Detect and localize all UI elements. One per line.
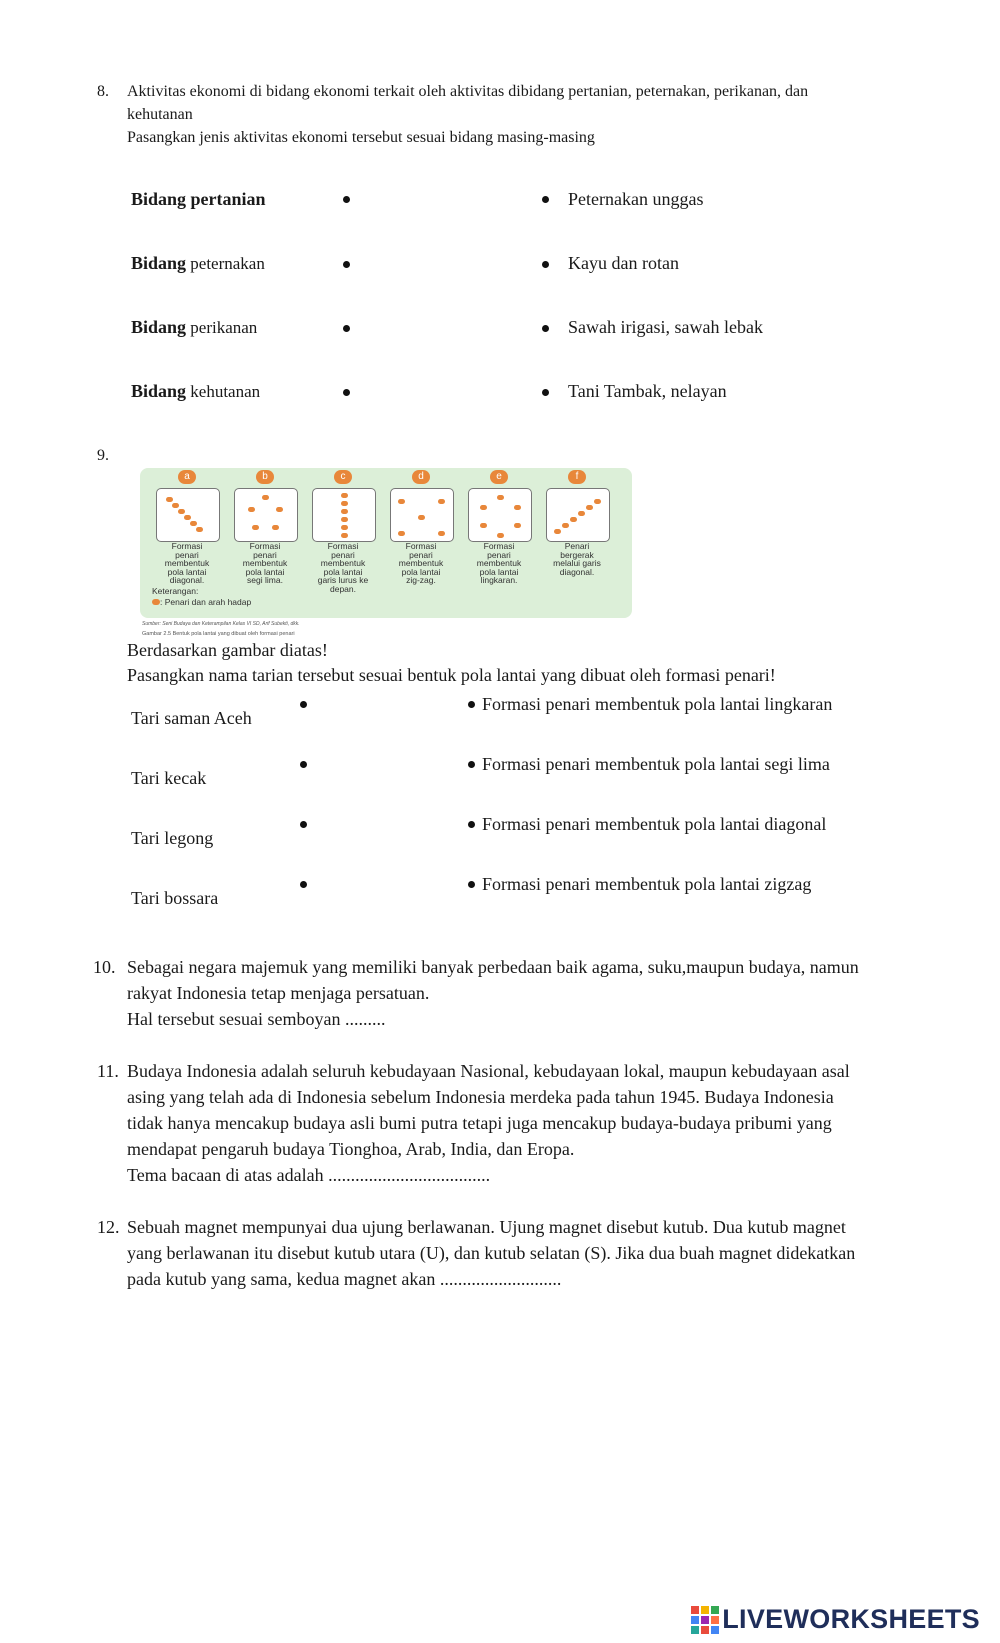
dancer-icon — [341, 493, 348, 498]
q9-left-connector-dot-1[interactable] — [300, 701, 307, 708]
q8-left-bold: Bidang — [131, 253, 187, 273]
formation-caption-line: depan. — [330, 583, 356, 594]
q8-left-bold: Bidang — [131, 381, 187, 401]
q9-left-item-3: Tari legong — [131, 828, 214, 848]
figure-caption: Gambar 2.5 Bentuk pola lantai yang dibuat oleh formasi penari — [142, 631, 295, 637]
formation-caption-line: pola lantai — [245, 566, 285, 577]
formation-caption-line: membentuk — [320, 558, 366, 568]
q11-line-2: asing yang telah ada di Indonesia sebelum Indonesia merdeka pada tahun 1945. Budaya Indonesia — [127, 1087, 834, 1107]
q9-left-item-4: Tari bossara — [131, 888, 219, 908]
formation-caption-line: Formasi — [249, 541, 281, 551]
q12-line-2: yang berlawanan itu disebut kutub utara (U), dan kutub selatan (S). Jika dua buah magnet didekatkan — [127, 1243, 856, 1263]
formation-cell-b — [228, 468, 302, 586]
formation-caption-line: pola lantai — [401, 566, 441, 577]
q9-left-connector-dot-3[interactable] — [300, 821, 307, 828]
formation-caption-line: Formasi — [483, 541, 515, 551]
formation-caption — [384, 542, 458, 585]
figure-keterangan: Keterangan: — [152, 586, 199, 596]
formation-diagram-box — [390, 488, 454, 542]
dancer-icon — [341, 517, 348, 522]
q8-left-connector-dot-2[interactable] — [343, 261, 350, 268]
dancer-icon — [178, 509, 185, 514]
q11-line-4: mendapat pengaruh budaya Tionghoa, Arab, India, dan Eropa. — [127, 1139, 575, 1159]
dancer-icon — [196, 527, 203, 532]
q9-left-item-1: Tari saman Aceh — [131, 708, 252, 728]
q8-text-line2: kehutanan — [127, 106, 193, 123]
dancer-icon — [514, 523, 521, 528]
dancer-icon — [184, 515, 191, 520]
dancer-icon — [497, 495, 504, 500]
formation-caption-line: diagonal. — [169, 575, 205, 585]
formation-cell-a — [150, 468, 224, 586]
dancer-icon — [166, 497, 173, 502]
dancer-icon — [276, 507, 283, 512]
q9-intro-line1: Berdasarkan gambar diatas! — [127, 640, 328, 660]
figure-source: Sumber: Seni Budaya dan Keterampilan Kelas VI SD, Arif Subekti, dkk. — [142, 621, 300, 627]
dancer-icon — [480, 523, 487, 528]
q9-left-connector-dot-4[interactable] — [300, 881, 307, 888]
formation-caption-line: segi lima. — [247, 575, 283, 585]
formation-caption — [540, 542, 614, 576]
formation-cell-e — [462, 468, 536, 586]
q8-left-bold: Bidang pertanian — [131, 189, 266, 209]
q8-right-connector-dot-1[interactable] — [542, 196, 549, 203]
dancer-icon — [341, 509, 348, 514]
dancer-icon — [438, 499, 445, 504]
q10-number: 10. — [93, 957, 116, 977]
q9-right-item-1: Formasi penari membentuk pola lantai lingkaran — [482, 694, 833, 714]
q8-right-item-4: Tani Tambak, nelayan — [568, 381, 727, 401]
formation-letter-badge: e — [490, 470, 508, 484]
q8-left-rest: kehutanan — [186, 382, 261, 401]
q10-line-3: Hal tersebut sesuai semboyan ......... — [127, 1009, 386, 1029]
dancer-icon — [341, 533, 348, 538]
dancer-icon — [272, 525, 279, 530]
formation-diagram-box — [468, 488, 532, 542]
dancer-icon — [554, 529, 561, 534]
q12-line-1: Sebuah magnet mempunyai dua ujung berlawanan. Ujung magnet disebut kutub. Dua kutub magnet — [127, 1217, 846, 1237]
q8-right-item-1: Peternakan unggas — [568, 189, 704, 209]
dancer-legend-icon — [152, 599, 160, 605]
formation-caption-line: lingkaran. — [480, 575, 518, 585]
q8-left-rest: perikanan — [186, 318, 258, 337]
dancer-icon — [262, 495, 269, 500]
dancer-icon — [514, 505, 521, 510]
formation-caption-line: penari — [175, 549, 199, 560]
formation-caption-line: melalui garis — [553, 558, 601, 568]
q11-line-3: tidak hanya mencakup budaya asli bumi putra tetapi juga mencakup budaya-budaya pribumi yang — [127, 1113, 832, 1133]
dancer-icon — [578, 511, 585, 516]
formation-diagram-box — [156, 488, 220, 542]
q8-right-item-2: Kayu dan rotan — [568, 253, 679, 273]
q11-line-5: Tema bacaan di atas adalah .................................... — [127, 1165, 491, 1185]
formation-letter-badge: a — [178, 470, 196, 484]
q8-text-line1: Aktivitas ekonomi di bidang ekonomi terkait oleh aktivitas dibidang pertanian, peternakan, perikanan, dan — [127, 83, 809, 100]
q9-right-item-4: Formasi penari membentuk pola lantai zigzag — [482, 874, 812, 894]
figure-legend — [152, 597, 251, 607]
formation-caption-line: bergerak — [560, 549, 594, 560]
q8-left-item-3 — [131, 314, 257, 341]
dancer-icon — [418, 515, 425, 520]
q10-line-2: rakyat Indonesia tetap menjaga persatuan. — [127, 983, 430, 1003]
q9-left-item-2: Tari kecak — [131, 768, 207, 788]
q8-right-connector-dot-3[interactable] — [542, 325, 549, 332]
q8-right-item-3: Sawah irigasi, sawah lebak — [568, 317, 763, 337]
formation-caption-line: pola lantai — [167, 566, 207, 577]
q9-right-connector-dot-1[interactable] — [468, 701, 475, 708]
dancer-icon — [586, 505, 593, 510]
dancer-icon — [252, 525, 259, 530]
q8-left-connector-dot-3[interactable] — [343, 325, 350, 332]
q9-number: 9. — [97, 447, 109, 464]
q8-right-connector-dot-2[interactable] — [542, 261, 549, 268]
formation-caption — [228, 542, 302, 585]
q8-left-item-4 — [131, 378, 260, 405]
formation-caption-line: membentuk — [398, 558, 444, 568]
dancer-icon — [562, 523, 569, 528]
formation-caption-line: membentuk — [164, 558, 210, 568]
formation-caption-line: diagonal. — [559, 566, 595, 577]
liveworksheets-logo — [691, 1604, 980, 1635]
formation-letter-badge: c — [334, 470, 352, 484]
q9-intro-line2: Pasangkan nama tarian tersebut sesuai bentuk pola lantai yang dibuat oleh formasi penari! — [127, 665, 776, 685]
dancer-icon — [570, 517, 577, 522]
formation-diagram-box — [546, 488, 610, 542]
q8-text-line3: Pasangkan jenis aktivitas ekonomi tersebut sesuai bidang masing-masing — [127, 129, 595, 146]
formation-caption — [150, 542, 224, 585]
formation-caption-line: Formasi — [171, 541, 203, 551]
q10-line-1: Sebagai negara majemuk yang memiliki banyak perbedaan baik agama, suku,maupun budaya, namun — [127, 957, 859, 977]
q8-left-rest: peternakan — [186, 254, 265, 273]
dancer-icon — [341, 501, 348, 506]
formation-caption-line: Penari — [564, 541, 590, 551]
dancer-icon — [438, 531, 445, 536]
q11-line-1: Budaya Indonesia adalah seluruh kebudayaan Nasional, kebudayaan lokal, maupun kebudayaan asal — [127, 1061, 850, 1081]
q12-number: 12. — [97, 1217, 120, 1237]
q9-right-connector-dot-3[interactable] — [468, 821, 475, 828]
figure-legend-text: : Penari dan arah hadap — [160, 597, 252, 607]
formation-letter-badge: b — [256, 470, 274, 484]
formation-letter-badge: d — [412, 470, 430, 484]
dancer-icon — [480, 505, 487, 510]
formation-caption-line: zig-zag. — [406, 575, 436, 585]
q8-left-connector-dot-1[interactable] — [343, 196, 350, 203]
formation-caption-line: pola lantai — [323, 566, 363, 577]
q9-right-connector-dot-2[interactable] — [468, 761, 475, 768]
formation-cell-d — [384, 468, 458, 586]
q8-number: 8. — [97, 83, 109, 100]
dancer-icon — [248, 507, 255, 512]
q8-left-connector-dot-4[interactable] — [343, 389, 350, 396]
formation-caption-line: penari — [409, 549, 433, 560]
dancer-icon — [190, 521, 197, 526]
formation-caption-line: penari — [487, 549, 511, 560]
formation-cell-c — [306, 468, 380, 594]
q11-number: 11. — [97, 1061, 119, 1081]
q9-right-item-3: Formasi penari membentuk pola lantai diagonal — [482, 814, 827, 834]
formation-caption — [462, 542, 536, 585]
dancer-icon — [497, 533, 504, 538]
formation-caption-line: Formasi — [327, 541, 359, 551]
dancer-icon — [172, 503, 179, 508]
dancer-icon — [398, 531, 405, 536]
formation-caption-line: pola lantai — [479, 566, 519, 577]
formation-cell-f — [540, 468, 614, 586]
q8-left-bold: Bidang — [131, 317, 187, 337]
q9-floor-pattern-figure — [140, 468, 640, 646]
formation-letter-badge: f — [568, 470, 586, 484]
q8-left-item-1 — [131, 186, 266, 212]
dancer-icon — [594, 499, 601, 504]
liveworksheets-logo-icon — [691, 1606, 719, 1634]
formation-diagram-box — [234, 488, 298, 542]
formation-caption-line: penari — [331, 549, 355, 560]
formation-caption — [306, 542, 380, 593]
q9-right-connector-dot-4[interactable] — [468, 881, 475, 888]
formation-caption-line: Formasi — [405, 541, 437, 551]
q9-left-connector-dot-2[interactable] — [300, 761, 307, 768]
formation-caption-line: garis lurus ke — [317, 575, 369, 585]
formation-caption-line: membentuk — [476, 558, 522, 568]
formation-diagram-box — [312, 488, 376, 542]
q8-right-connector-dot-4[interactable] — [542, 389, 549, 396]
formation-caption-line: penari — [253, 549, 277, 560]
q9-right-item-2: Formasi penari membentuk pola lantai segi lima — [482, 754, 830, 774]
formation-caption-line: membentuk — [242, 558, 288, 568]
liveworksheets-logo-text: LIVEWORKSHEETS — [722, 1604, 980, 1634]
q12-line-3: pada kutub yang sama, kedua magnet akan ........................... — [127, 1269, 562, 1289]
q8-left-item-2 — [131, 250, 265, 277]
dancer-icon — [398, 499, 405, 504]
dancer-icon — [341, 525, 348, 530]
